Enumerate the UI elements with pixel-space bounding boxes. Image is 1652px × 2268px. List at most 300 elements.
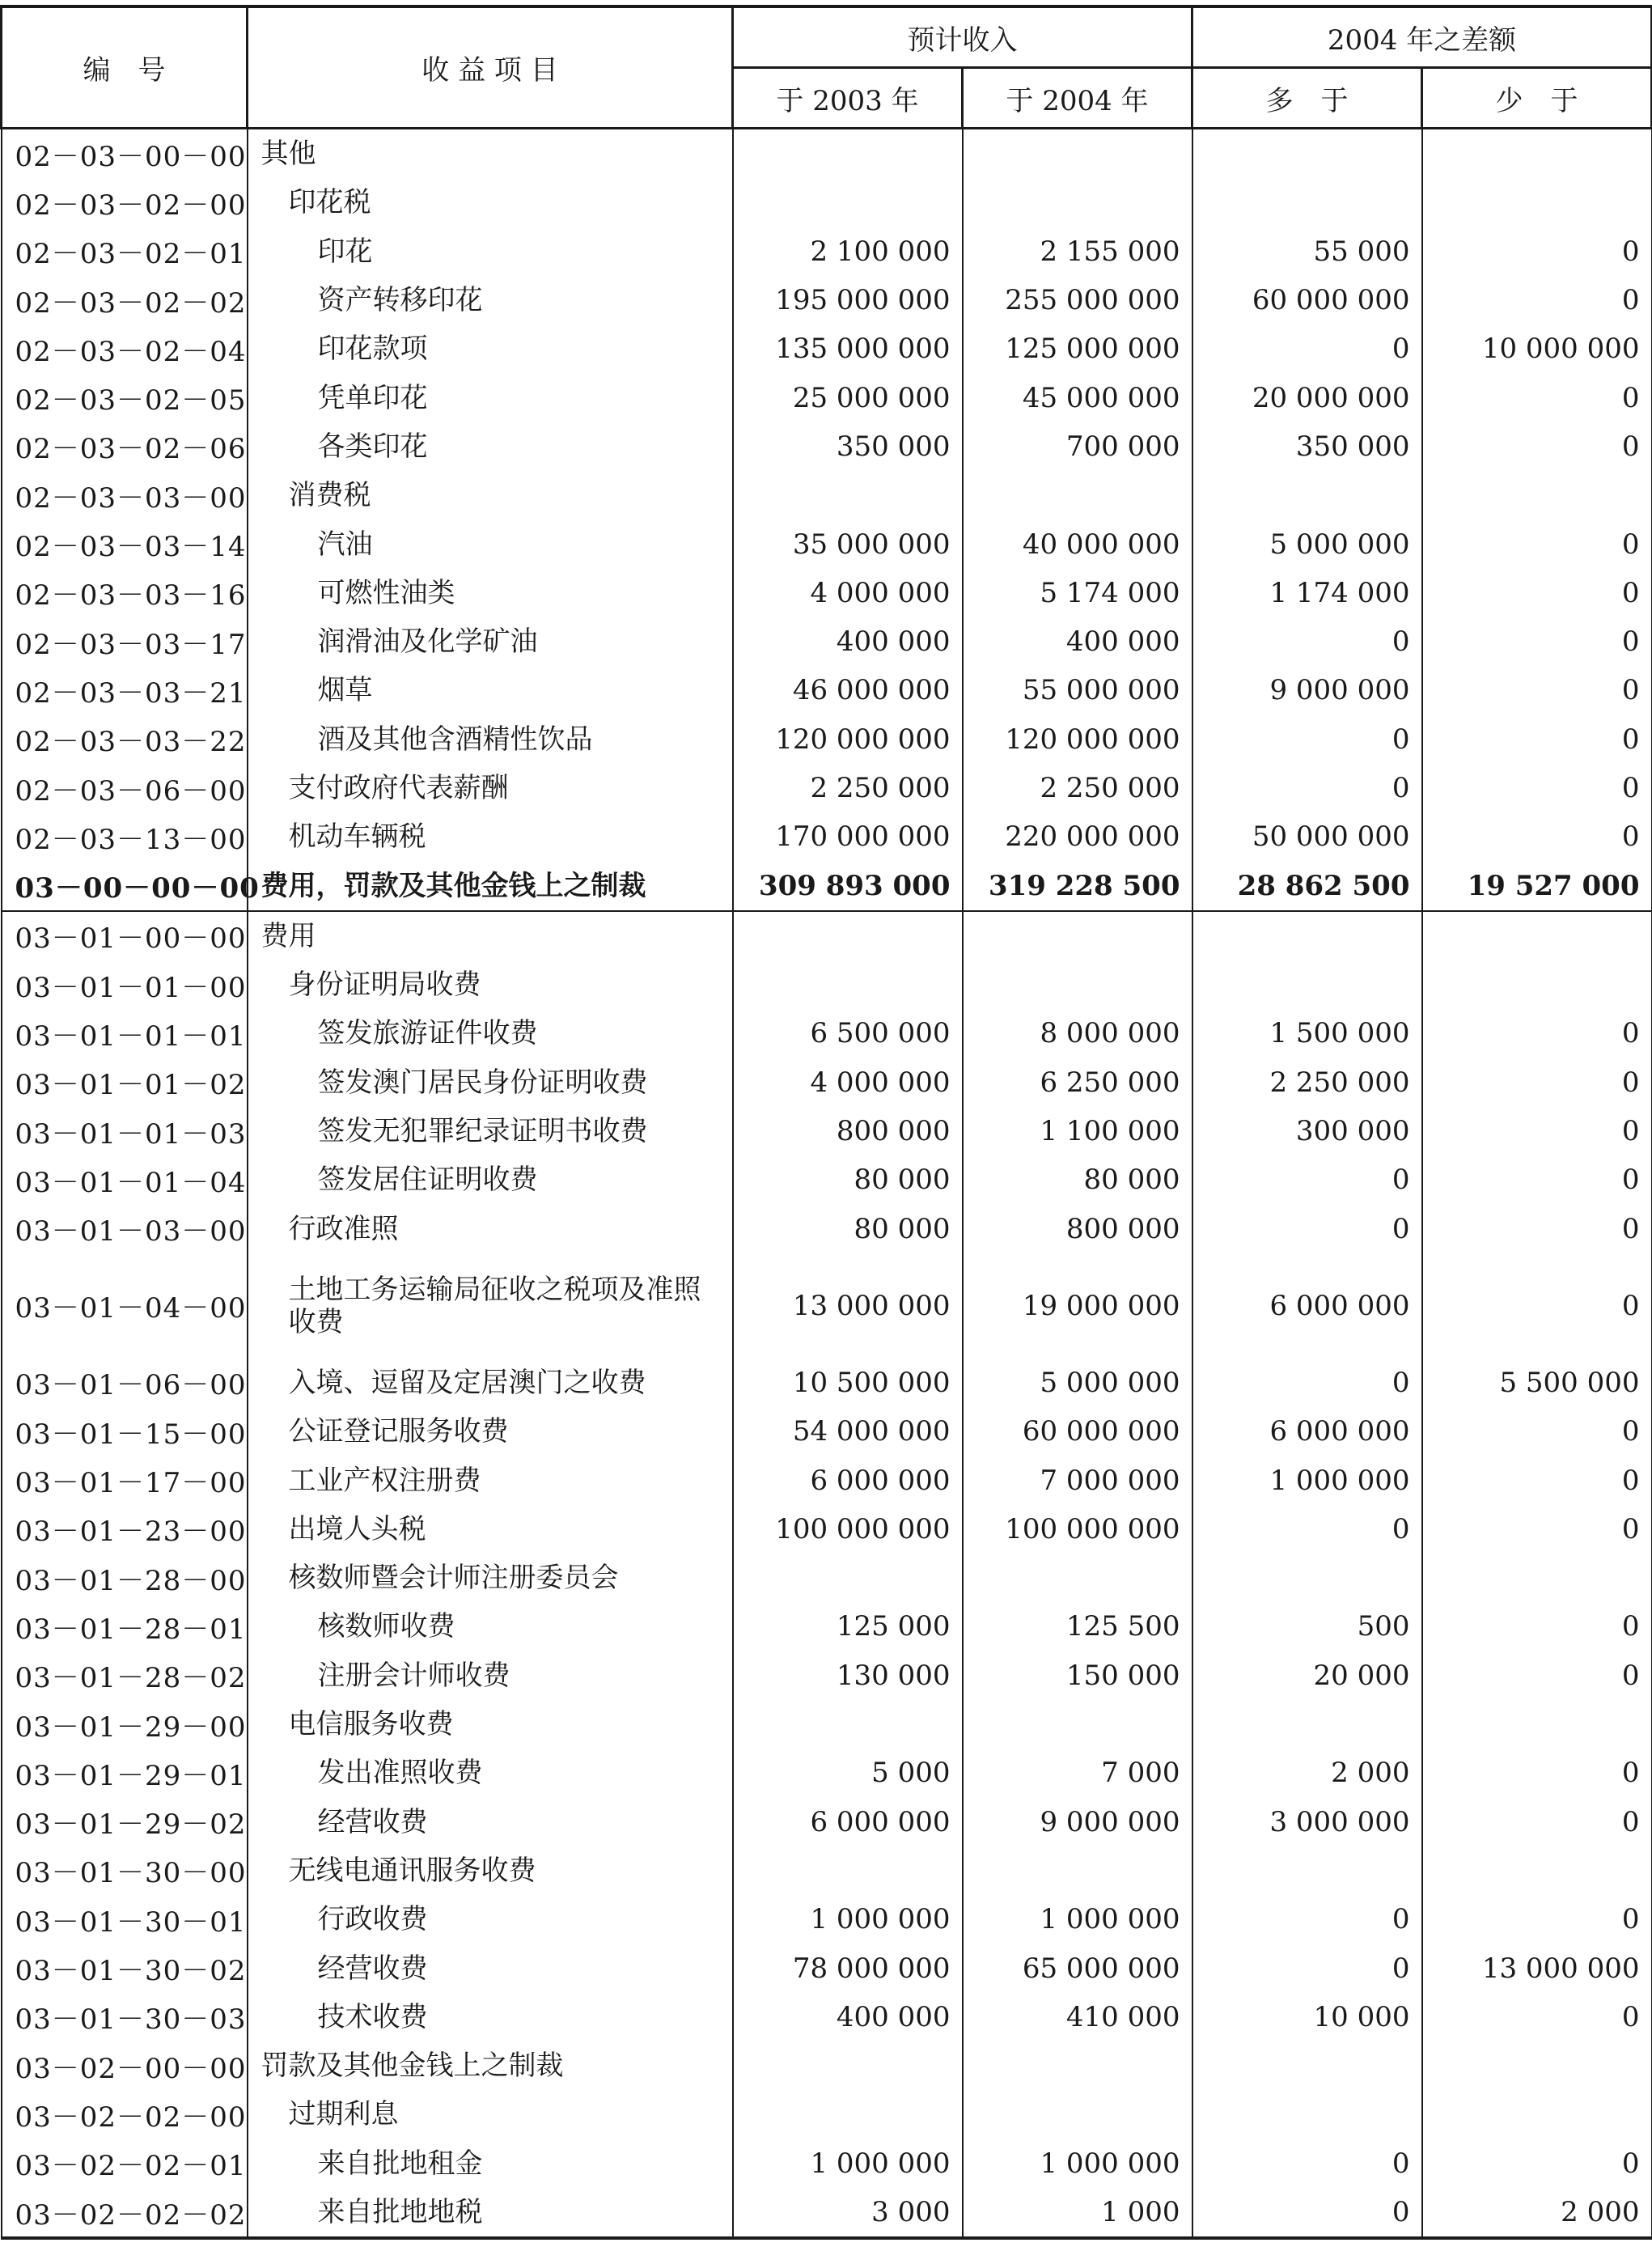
row-estimate-2003 bbox=[733, 911, 963, 960]
row-estimate-2004: 1 100 000 bbox=[963, 1107, 1192, 1155]
row-item: 过期利息 bbox=[248, 2090, 733, 2139]
row-diff-more: 6 000 000 bbox=[1192, 1253, 1422, 1359]
row-item: 酒及其他含酒精性饮品 bbox=[248, 715, 733, 764]
row-diff-less: 0 bbox=[1422, 1155, 1652, 1204]
row-diff-less: 2 000 bbox=[1422, 2188, 1652, 2238]
table-row bbox=[2, 1846, 1652, 1895]
row-estimate-2003: 3 000 bbox=[733, 2188, 963, 2238]
row-estimate-2003: 25 000 000 bbox=[733, 373, 963, 422]
row-estimate-2003: 130 000 bbox=[733, 1651, 963, 1700]
row-code: 03－01－30－02 bbox=[2, 1944, 248, 1992]
header-year-2004: 于 2004 年 bbox=[963, 68, 1192, 129]
row-diff-more: 0 bbox=[1192, 1205, 1422, 1253]
row-code: 03－01－01－04 bbox=[2, 1155, 248, 1204]
table-row bbox=[2, 373, 1652, 422]
row-diff-more bbox=[1192, 178, 1422, 227]
table-row bbox=[2, 519, 1652, 568]
row-estimate-2003: 78 000 000 bbox=[733, 1944, 963, 1992]
row-diff-more: 0 bbox=[1192, 1359, 1422, 1407]
row-code: 03－01－29－00 bbox=[2, 1700, 248, 1749]
row-diff-more: 0 bbox=[1192, 715, 1422, 764]
row-diff-more bbox=[1192, 960, 1422, 1009]
row-code: 03－01－00－00 bbox=[2, 911, 248, 960]
row-item: 入境、逗留及定居澳门之收费 bbox=[248, 1359, 733, 1407]
row-estimate-2004 bbox=[963, 129, 1192, 179]
row-estimate-2004: 150 000 bbox=[963, 1651, 1192, 1700]
row-code: 03－01－28－02 bbox=[2, 1651, 248, 1700]
row-code: 03－01－23－00 bbox=[2, 1505, 248, 1554]
row-code: 03－01－01－00 bbox=[2, 960, 248, 1009]
row-item: 出境人头税 bbox=[248, 1505, 733, 1554]
row-item: 签发旅游证件收费 bbox=[248, 1009, 733, 1058]
row-item: 签发居住证明收费 bbox=[248, 1155, 733, 1204]
table-row bbox=[2, 276, 1652, 324]
table-row bbox=[2, 960, 1652, 1009]
row-estimate-2003: 4 000 000 bbox=[733, 569, 963, 617]
row-estimate-2004: 5 174 000 bbox=[963, 569, 1192, 617]
row-diff-more bbox=[1192, 2041, 1422, 2090]
row-diff-more: 50 000 000 bbox=[1192, 812, 1422, 861]
table-header bbox=[2, 6, 1652, 129]
row-estimate-2003: 350 000 bbox=[733, 422, 963, 471]
row-item: 汽油 bbox=[248, 519, 733, 568]
row-diff-less bbox=[1422, 178, 1652, 227]
row-estimate-2003: 10 500 000 bbox=[733, 1359, 963, 1407]
row-diff-less: 0 bbox=[1422, 617, 1652, 666]
row-estimate-2004 bbox=[963, 911, 1192, 960]
row-estimate-2003: 5 000 bbox=[733, 1749, 963, 1797]
row-code: 02－03－03－16 bbox=[2, 569, 248, 617]
table-row bbox=[2, 2041, 1652, 2090]
row-diff-less bbox=[1422, 1554, 1652, 1602]
table-row bbox=[2, 1749, 1652, 1797]
row-estimate-2004: 319 228 500 bbox=[963, 861, 1192, 910]
row-estimate-2003: 170 000 000 bbox=[733, 812, 963, 861]
row-estimate-2004: 100 000 000 bbox=[963, 1505, 1192, 1554]
row-code: 02－03－02－05 bbox=[2, 373, 248, 422]
row-estimate-2004: 55 000 000 bbox=[963, 666, 1192, 714]
table-row bbox=[2, 861, 1652, 910]
table-row bbox=[2, 1407, 1652, 1456]
row-item: 身份证明局收费 bbox=[248, 960, 733, 1009]
row-code: 03－01－30－00 bbox=[2, 1846, 248, 1895]
row-diff-less: 0 bbox=[1422, 1253, 1652, 1359]
row-item: 电信服务收费 bbox=[248, 1700, 733, 1749]
table-row bbox=[2, 812, 1652, 861]
row-diff-more: 1 174 000 bbox=[1192, 569, 1422, 617]
row-estimate-2004 bbox=[963, 178, 1192, 227]
row-item: 印花 bbox=[248, 227, 733, 276]
row-code: 03－01－06－00 bbox=[2, 1359, 248, 1407]
row-estimate-2003: 100 000 000 bbox=[733, 1505, 963, 1554]
row-estimate-2003: 6 500 000 bbox=[733, 1009, 963, 1058]
table-row bbox=[2, 178, 1652, 227]
row-estimate-2004 bbox=[963, 2041, 1192, 2090]
table-row bbox=[2, 764, 1652, 812]
row-estimate-2004: 60 000 000 bbox=[963, 1407, 1192, 1456]
row-diff-more: 0 bbox=[1192, 2188, 1422, 2238]
row-item: 工业产权注册费 bbox=[248, 1456, 733, 1504]
table-row bbox=[2, 1651, 1652, 1700]
row-diff-less: 0 bbox=[1422, 276, 1652, 324]
row-diff-more: 5 000 000 bbox=[1192, 519, 1422, 568]
row-code: 03－01－04－00 bbox=[2, 1253, 248, 1359]
row-estimate-2004: 1 000 000 bbox=[963, 1895, 1192, 1944]
row-estimate-2003: 125 000 bbox=[733, 1602, 963, 1651]
row-estimate-2004: 19 000 000 bbox=[963, 1253, 1192, 1359]
row-estimate-2004 bbox=[963, 1554, 1192, 1602]
row-diff-more: 55 000 bbox=[1192, 227, 1422, 276]
table-row bbox=[2, 569, 1652, 617]
table-row bbox=[2, 129, 1652, 179]
revenue-table bbox=[0, 5, 1652, 2240]
row-estimate-2003: 400 000 bbox=[733, 617, 963, 666]
row-code: 02－03－00－00 bbox=[2, 129, 248, 179]
table-body bbox=[2, 129, 1652, 2239]
row-estimate-2003 bbox=[733, 2041, 963, 2090]
row-item: 核数师收费 bbox=[248, 1602, 733, 1651]
row-diff-more: 300 000 bbox=[1192, 1107, 1422, 1155]
table-row bbox=[2, 1456, 1652, 1504]
row-estimate-2003: 120 000 000 bbox=[733, 715, 963, 764]
row-diff-less: 0 bbox=[1422, 666, 1652, 714]
row-diff-more: 0 bbox=[1192, 1155, 1422, 1204]
row-diff-less: 0 bbox=[1422, 1058, 1652, 1107]
row-diff-less: 0 bbox=[1422, 1505, 1652, 1554]
row-diff-more: 6 000 000 bbox=[1192, 1407, 1422, 1456]
row-estimate-2004: 1 000 bbox=[963, 2188, 1192, 2238]
table-row bbox=[2, 617, 1652, 666]
row-estimate-2004: 45 000 000 bbox=[963, 373, 1192, 422]
row-diff-less bbox=[1422, 1700, 1652, 1749]
table-row bbox=[2, 1602, 1652, 1651]
row-diff-more: 350 000 bbox=[1192, 422, 1422, 471]
row-code: 03－02－00－00 bbox=[2, 2041, 248, 2090]
row-item: 支付政府代表薪酬 bbox=[248, 764, 733, 812]
table-row bbox=[2, 227, 1652, 276]
row-estimate-2004 bbox=[963, 1846, 1192, 1895]
row-item: 来自批地租金 bbox=[248, 2139, 733, 2188]
row-diff-less: 0 bbox=[1422, 764, 1652, 812]
table-row bbox=[2, 1895, 1652, 1944]
table-row bbox=[2, 2090, 1652, 2139]
row-diff-less: 0 bbox=[1422, 1407, 1652, 1456]
row-estimate-2004: 125 500 bbox=[963, 1602, 1192, 1651]
row-diff-more bbox=[1192, 1554, 1422, 1602]
row-estimate-2004: 700 000 bbox=[963, 422, 1192, 471]
table-row bbox=[2, 2139, 1652, 2188]
row-item: 土地工务运输局征收之税项及准照收费 bbox=[248, 1253, 733, 1359]
row-diff-less: 0 bbox=[1422, 373, 1652, 422]
row-estimate-2003 bbox=[733, 960, 963, 1009]
row-diff-more: 0 bbox=[1192, 1505, 1422, 1554]
row-item: 核数师暨会计师注册委员会 bbox=[248, 1554, 733, 1602]
row-diff-more: 20 000 000 bbox=[1192, 373, 1422, 422]
row-diff-more: 1 000 000 bbox=[1192, 1456, 1422, 1504]
row-estimate-2004: 5 000 000 bbox=[963, 1359, 1192, 1407]
row-diff-less bbox=[1422, 2041, 1652, 2090]
row-code: 03－01－29－02 bbox=[2, 1798, 248, 1846]
table-row bbox=[2, 1155, 1652, 1204]
row-code: 03－02－02－00 bbox=[2, 2090, 248, 2139]
row-diff-less: 0 bbox=[1422, 812, 1652, 861]
row-code: 02－03－03－22 bbox=[2, 715, 248, 764]
row-code: 03－01－17－00 bbox=[2, 1456, 248, 1504]
row-code: 03－01－01－03 bbox=[2, 1107, 248, 1155]
row-estimate-2003: 135 000 000 bbox=[733, 324, 963, 373]
row-diff-less bbox=[1422, 2090, 1652, 2139]
row-diff-more: 2 250 000 bbox=[1192, 1058, 1422, 1107]
row-item: 经营收费 bbox=[248, 1944, 733, 1992]
row-diff-more: 0 bbox=[1192, 1895, 1422, 1944]
row-diff-less bbox=[1422, 1846, 1652, 1895]
row-diff-more: 0 bbox=[1192, 1944, 1422, 1992]
row-code: 02－03－02－04 bbox=[2, 324, 248, 373]
row-estimate-2003: 46 000 000 bbox=[733, 666, 963, 714]
row-diff-less: 13 000 000 bbox=[1422, 1944, 1652, 1992]
table-row bbox=[2, 324, 1652, 373]
row-code: 02－03－02－01 bbox=[2, 227, 248, 276]
row-estimate-2003 bbox=[733, 1554, 963, 1602]
row-item: 印花款项 bbox=[248, 324, 733, 373]
row-diff-more: 0 bbox=[1192, 2139, 1422, 2188]
row-diff-less bbox=[1422, 911, 1652, 960]
row-item: 资产转移印花 bbox=[248, 276, 733, 324]
row-estimate-2003 bbox=[733, 178, 963, 227]
row-code: 03－01－28－01 bbox=[2, 1602, 248, 1651]
row-diff-more bbox=[1192, 471, 1422, 519]
row-item: 无线电通讯服务收费 bbox=[248, 1846, 733, 1895]
table-row bbox=[2, 1058, 1652, 1107]
row-diff-more: 2 000 bbox=[1192, 1749, 1422, 1797]
row-estimate-2003 bbox=[733, 471, 963, 519]
row-item: 技术收费 bbox=[248, 1993, 733, 2041]
row-code: 03－01－30－03 bbox=[2, 1993, 248, 2041]
row-diff-more: 0 bbox=[1192, 324, 1422, 373]
row-estimate-2004: 400 000 bbox=[963, 617, 1192, 666]
table-row bbox=[2, 715, 1652, 764]
row-diff-less: 0 bbox=[1422, 519, 1652, 568]
row-diff-less: 0 bbox=[1422, 1602, 1652, 1651]
row-diff-less bbox=[1422, 471, 1652, 519]
row-estimate-2003: 54 000 000 bbox=[733, 1407, 963, 1456]
row-diff-less: 0 bbox=[1422, 227, 1652, 276]
row-estimate-2004 bbox=[963, 471, 1192, 519]
row-code: 03－00－00－00 bbox=[2, 861, 248, 910]
table-row bbox=[2, 666, 1652, 714]
row-code: 03－01－01－01 bbox=[2, 1009, 248, 1058]
row-diff-more bbox=[1192, 2090, 1422, 2139]
row-diff-more: 10 000 bbox=[1192, 1993, 1422, 2041]
row-diff-less: 0 bbox=[1422, 422, 1652, 471]
row-item: 罚款及其他金钱上之制裁 bbox=[248, 2041, 733, 2090]
row-estimate-2004: 65 000 000 bbox=[963, 1944, 1192, 1992]
row-estimate-2003: 80 000 bbox=[733, 1205, 963, 1253]
row-item: 来自批地地税 bbox=[248, 2188, 733, 2238]
row-diff-more: 3 000 000 bbox=[1192, 1798, 1422, 1846]
row-diff-more: 60 000 000 bbox=[1192, 276, 1422, 324]
row-item: 签发澳门居民身份证明收费 bbox=[248, 1058, 733, 1107]
table-row bbox=[2, 1505, 1652, 1554]
row-estimate-2004: 2 250 000 bbox=[963, 764, 1192, 812]
row-diff-less bbox=[1422, 960, 1652, 1009]
header-difference: 2004 年之差额 bbox=[1192, 6, 1652, 68]
row-diff-more bbox=[1192, 129, 1422, 179]
row-diff-more bbox=[1192, 1700, 1422, 1749]
table-row bbox=[2, 1554, 1652, 1602]
row-diff-more bbox=[1192, 911, 1422, 960]
row-estimate-2004: 8 000 000 bbox=[963, 1009, 1192, 1058]
header-code: 编 号 bbox=[2, 6, 248, 129]
table-row bbox=[2, 1993, 1652, 2041]
row-diff-less: 19 527 000 bbox=[1422, 861, 1652, 910]
row-estimate-2004: 800 000 bbox=[963, 1205, 1192, 1253]
row-diff-more: 0 bbox=[1192, 617, 1422, 666]
table-row bbox=[2, 1107, 1652, 1155]
row-diff-less: 0 bbox=[1422, 569, 1652, 617]
table-row bbox=[2, 911, 1652, 960]
row-estimate-2004: 255 000 000 bbox=[963, 276, 1192, 324]
row-estimate-2003 bbox=[733, 2090, 963, 2139]
row-code: 02－03－03－17 bbox=[2, 617, 248, 666]
row-estimate-2003: 2 100 000 bbox=[733, 227, 963, 276]
table-row bbox=[2, 422, 1652, 471]
row-code: 02－03－03－00 bbox=[2, 471, 248, 519]
row-estimate-2004 bbox=[963, 1700, 1192, 1749]
row-code: 02－03－03－21 bbox=[2, 666, 248, 714]
row-diff-less bbox=[1422, 129, 1652, 179]
row-item: 发出准照收费 bbox=[248, 1749, 733, 1797]
table-row bbox=[2, 1359, 1652, 1407]
row-diff-less: 0 bbox=[1422, 1205, 1652, 1253]
row-estimate-2003: 309 893 000 bbox=[733, 861, 963, 910]
row-estimate-2004: 80 000 bbox=[963, 1155, 1192, 1204]
row-estimate-2003 bbox=[733, 129, 963, 179]
row-estimate-2004 bbox=[963, 960, 1192, 1009]
row-estimate-2003: 400 000 bbox=[733, 1993, 963, 2041]
table-row bbox=[2, 1700, 1652, 1749]
row-diff-more: 28 862 500 bbox=[1192, 861, 1422, 910]
row-estimate-2004: 40 000 000 bbox=[963, 519, 1192, 568]
row-item: 印花税 bbox=[248, 178, 733, 227]
row-estimate-2004: 120 000 000 bbox=[963, 715, 1192, 764]
row-code: 02－03－13－00 bbox=[2, 812, 248, 861]
row-estimate-2004: 7 000 000 bbox=[963, 1456, 1192, 1504]
table-row bbox=[2, 471, 1652, 519]
row-diff-more: 1 500 000 bbox=[1192, 1009, 1422, 1058]
row-code: 03－01－03－00 bbox=[2, 1205, 248, 1253]
row-estimate-2004: 7 000 bbox=[963, 1749, 1192, 1797]
row-item: 各类印花 bbox=[248, 422, 733, 471]
row-estimate-2003: 800 000 bbox=[733, 1107, 963, 1155]
row-diff-more: 0 bbox=[1192, 764, 1422, 812]
row-diff-less: 0 bbox=[1422, 1798, 1652, 1846]
row-item: 其他 bbox=[248, 129, 733, 179]
row-estimate-2003: 6 000 000 bbox=[733, 1456, 963, 1504]
row-code: 03－01－01－02 bbox=[2, 1058, 248, 1107]
row-estimate-2003: 35 000 000 bbox=[733, 519, 963, 568]
row-code: 03－01－15－00 bbox=[2, 1407, 248, 1456]
row-item: 行政收费 bbox=[248, 1895, 733, 1944]
row-diff-more: 500 bbox=[1192, 1602, 1422, 1651]
row-item: 机动车辆税 bbox=[248, 812, 733, 861]
row-code: 03－01－28－00 bbox=[2, 1554, 248, 1602]
row-estimate-2003: 80 000 bbox=[733, 1155, 963, 1204]
row-diff-less: 0 bbox=[1422, 1456, 1652, 1504]
row-item: 凭单印花 bbox=[248, 373, 733, 422]
row-estimate-2003: 195 000 000 bbox=[733, 276, 963, 324]
row-item: 经营收费 bbox=[248, 1798, 733, 1846]
row-diff-less: 0 bbox=[1422, 1895, 1652, 1944]
row-item: 润滑油及化学矿油 bbox=[248, 617, 733, 666]
row-item: 公证登记服务收费 bbox=[248, 1407, 733, 1456]
table-row bbox=[2, 1009, 1652, 1058]
row-item: 消费税 bbox=[248, 471, 733, 519]
table-row bbox=[2, 1253, 1652, 1359]
row-estimate-2003: 4 000 000 bbox=[733, 1058, 963, 1107]
row-item: 行政准照 bbox=[248, 1205, 733, 1253]
row-diff-less: 0 bbox=[1422, 2139, 1652, 2188]
row-estimate-2004: 125 000 000 bbox=[963, 324, 1192, 373]
header-estimated: 预计收入 bbox=[733, 6, 1192, 68]
row-estimate-2003: 13 000 000 bbox=[733, 1253, 963, 1359]
row-code: 02－03－02－06 bbox=[2, 422, 248, 471]
header-year-2003: 于 2003 年 bbox=[733, 68, 963, 129]
row-estimate-2003 bbox=[733, 1700, 963, 1749]
row-item: 烟草 bbox=[248, 666, 733, 714]
row-item: 注册会计师收费 bbox=[248, 1651, 733, 1700]
row-estimate-2003: 1 000 000 bbox=[733, 1895, 963, 1944]
table-row bbox=[2, 1205, 1652, 1253]
row-item: 费用，罚款及其他金钱上之制裁 bbox=[248, 861, 733, 910]
row-estimate-2004: 410 000 bbox=[963, 1993, 1192, 2041]
row-estimate-2004: 1 000 000 bbox=[963, 2139, 1192, 2188]
row-estimate-2003: 1 000 000 bbox=[733, 2139, 963, 2188]
row-estimate-2004: 9 000 000 bbox=[963, 1798, 1192, 1846]
header-item: 收 益 项 目 bbox=[248, 6, 733, 129]
row-code: 02－03－03－14 bbox=[2, 519, 248, 568]
row-diff-less: 0 bbox=[1422, 1749, 1652, 1797]
row-diff-less: 10 000 000 bbox=[1422, 324, 1652, 373]
row-estimate-2004 bbox=[963, 2090, 1192, 2139]
row-estimate-2003 bbox=[733, 1846, 963, 1895]
row-estimate-2004: 220 000 000 bbox=[963, 812, 1192, 861]
row-code: 03－01－29－01 bbox=[2, 1749, 248, 1797]
table-row bbox=[2, 1944, 1652, 1992]
row-diff-more: 9 000 000 bbox=[1192, 666, 1422, 714]
row-code: 03－02－02－01 bbox=[2, 2139, 248, 2188]
row-code: 02－03－02－02 bbox=[2, 276, 248, 324]
row-diff-less: 0 bbox=[1422, 715, 1652, 764]
row-estimate-2003: 6 000 000 bbox=[733, 1798, 963, 1846]
row-diff-less: 0 bbox=[1422, 1651, 1652, 1700]
row-diff-less: 0 bbox=[1422, 1107, 1652, 1155]
row-diff-less: 0 bbox=[1422, 1993, 1652, 2041]
row-item: 可燃性油类 bbox=[248, 569, 733, 617]
row-item: 签发无犯罪纪录证明书收费 bbox=[248, 1107, 733, 1155]
row-diff-less: 0 bbox=[1422, 1009, 1652, 1058]
row-code: 02－03－06－00 bbox=[2, 764, 248, 812]
row-estimate-2004: 6 250 000 bbox=[963, 1058, 1192, 1107]
row-estimate-2004: 2 155 000 bbox=[963, 227, 1192, 276]
row-code: 02－03－02－00 bbox=[2, 178, 248, 227]
row-code: 03－01－30－01 bbox=[2, 1895, 248, 1944]
row-diff-less: 5 500 000 bbox=[1422, 1359, 1652, 1407]
row-estimate-2003: 2 250 000 bbox=[733, 764, 963, 812]
table-row bbox=[2, 1798, 1652, 1846]
row-item: 费用 bbox=[248, 911, 733, 960]
header-less: 少 于 bbox=[1422, 68, 1652, 129]
